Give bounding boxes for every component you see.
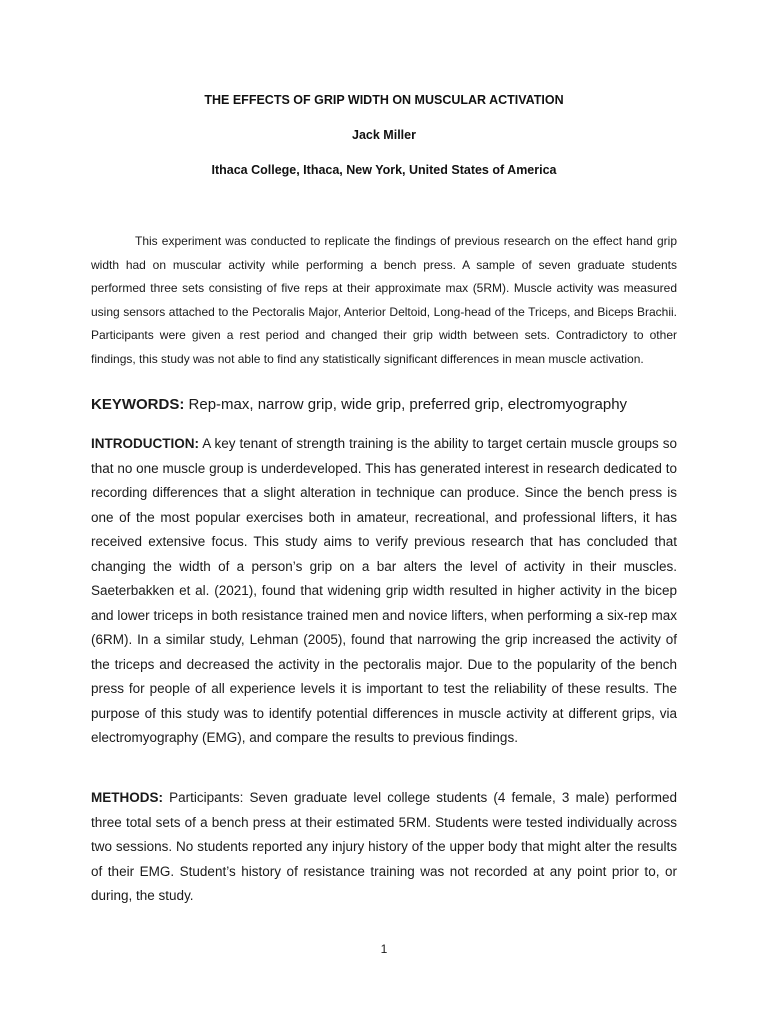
keywords-line [91, 396, 691, 413]
methods-text: Participants: Seven graduate level college students (4 female, 3 male) performed three total sets of a bench press at their estimated 5RM. Students were tested individually across two sessions. No students reported any injury history of the upper body that might alter the results of their EMG. Student’s history of resistance training was not recorded at any point prior to, or during, the study. [91, 790, 677, 903]
abstract-paragraph: This experiment was conducted to replicate the findings of previous research on the effect hand grip width had on muscular activity while performing a bench press. A sample of seven graduate students performed three sets consisting of five reps at their approximate max (5RM). Muscle activity was measured using sensors attached to the Pectoralis Major, Anterior Deltoid, Long-head of the Triceps, and Biceps Brachii. Participants were given a rest period and changed their grip width between sets. Contradictory to other findings, this study was not able to find any statistically significant differences in mean muscle activation. [91, 234, 677, 366]
keywords-text: Rep-max, narrow grip, wide grip, preferred grip, electromyography [188, 396, 628, 413]
methods-heading: METHODS: [91, 790, 163, 805]
author-name: Jack Miller [352, 128, 416, 142]
introduction-text: A key tenant of strength training is the ability to target certain muscle groups so that no one muscle group is underdeveloped. This has generated interest in research dedicated to recording differences that a slight alteration in technique can produce. Since the bench press is one of the most popular exercises both in amateur, recreational, and professional lifters, it has received extensive focus. This study aims to verify previous research that has concluded that changing the width of a person’s grip on a bar alters the level of activity in their muscles. Saeterbakken et al. (2021), found that widening grip width resulted in higher activity in the bicep and lower triceps in both resistance trained men and novice lifters, when performing a six-rep max (6RM). In a similar study, Lehman (2005), found that narrowing the grip increased the activity of the triceps and decreased the activity in the pectoralis major. Due to the popularity of the bench press for people of all experience levels it is important to test the reliability of these results. The purpose of this study was to identify potential differences in muscle activity at different grips, via electromyography (EMG), and compare the results to previous findings. [91, 436, 677, 745]
keywords-label: KEYWORDS: [91, 396, 185, 413]
author-affiliation: Ithaca College, Ithaca, New York, United States of America [211, 163, 557, 177]
introduction-heading: INTRODUCTION: [91, 436, 199, 451]
paper-title: THE EFFECTS OF GRIP WIDTH ON MUSCULAR ACTIVATION [204, 93, 564, 107]
page-number: 1 [380, 942, 388, 956]
introduction-section [91, 432, 677, 751]
methods-section [91, 786, 677, 909]
